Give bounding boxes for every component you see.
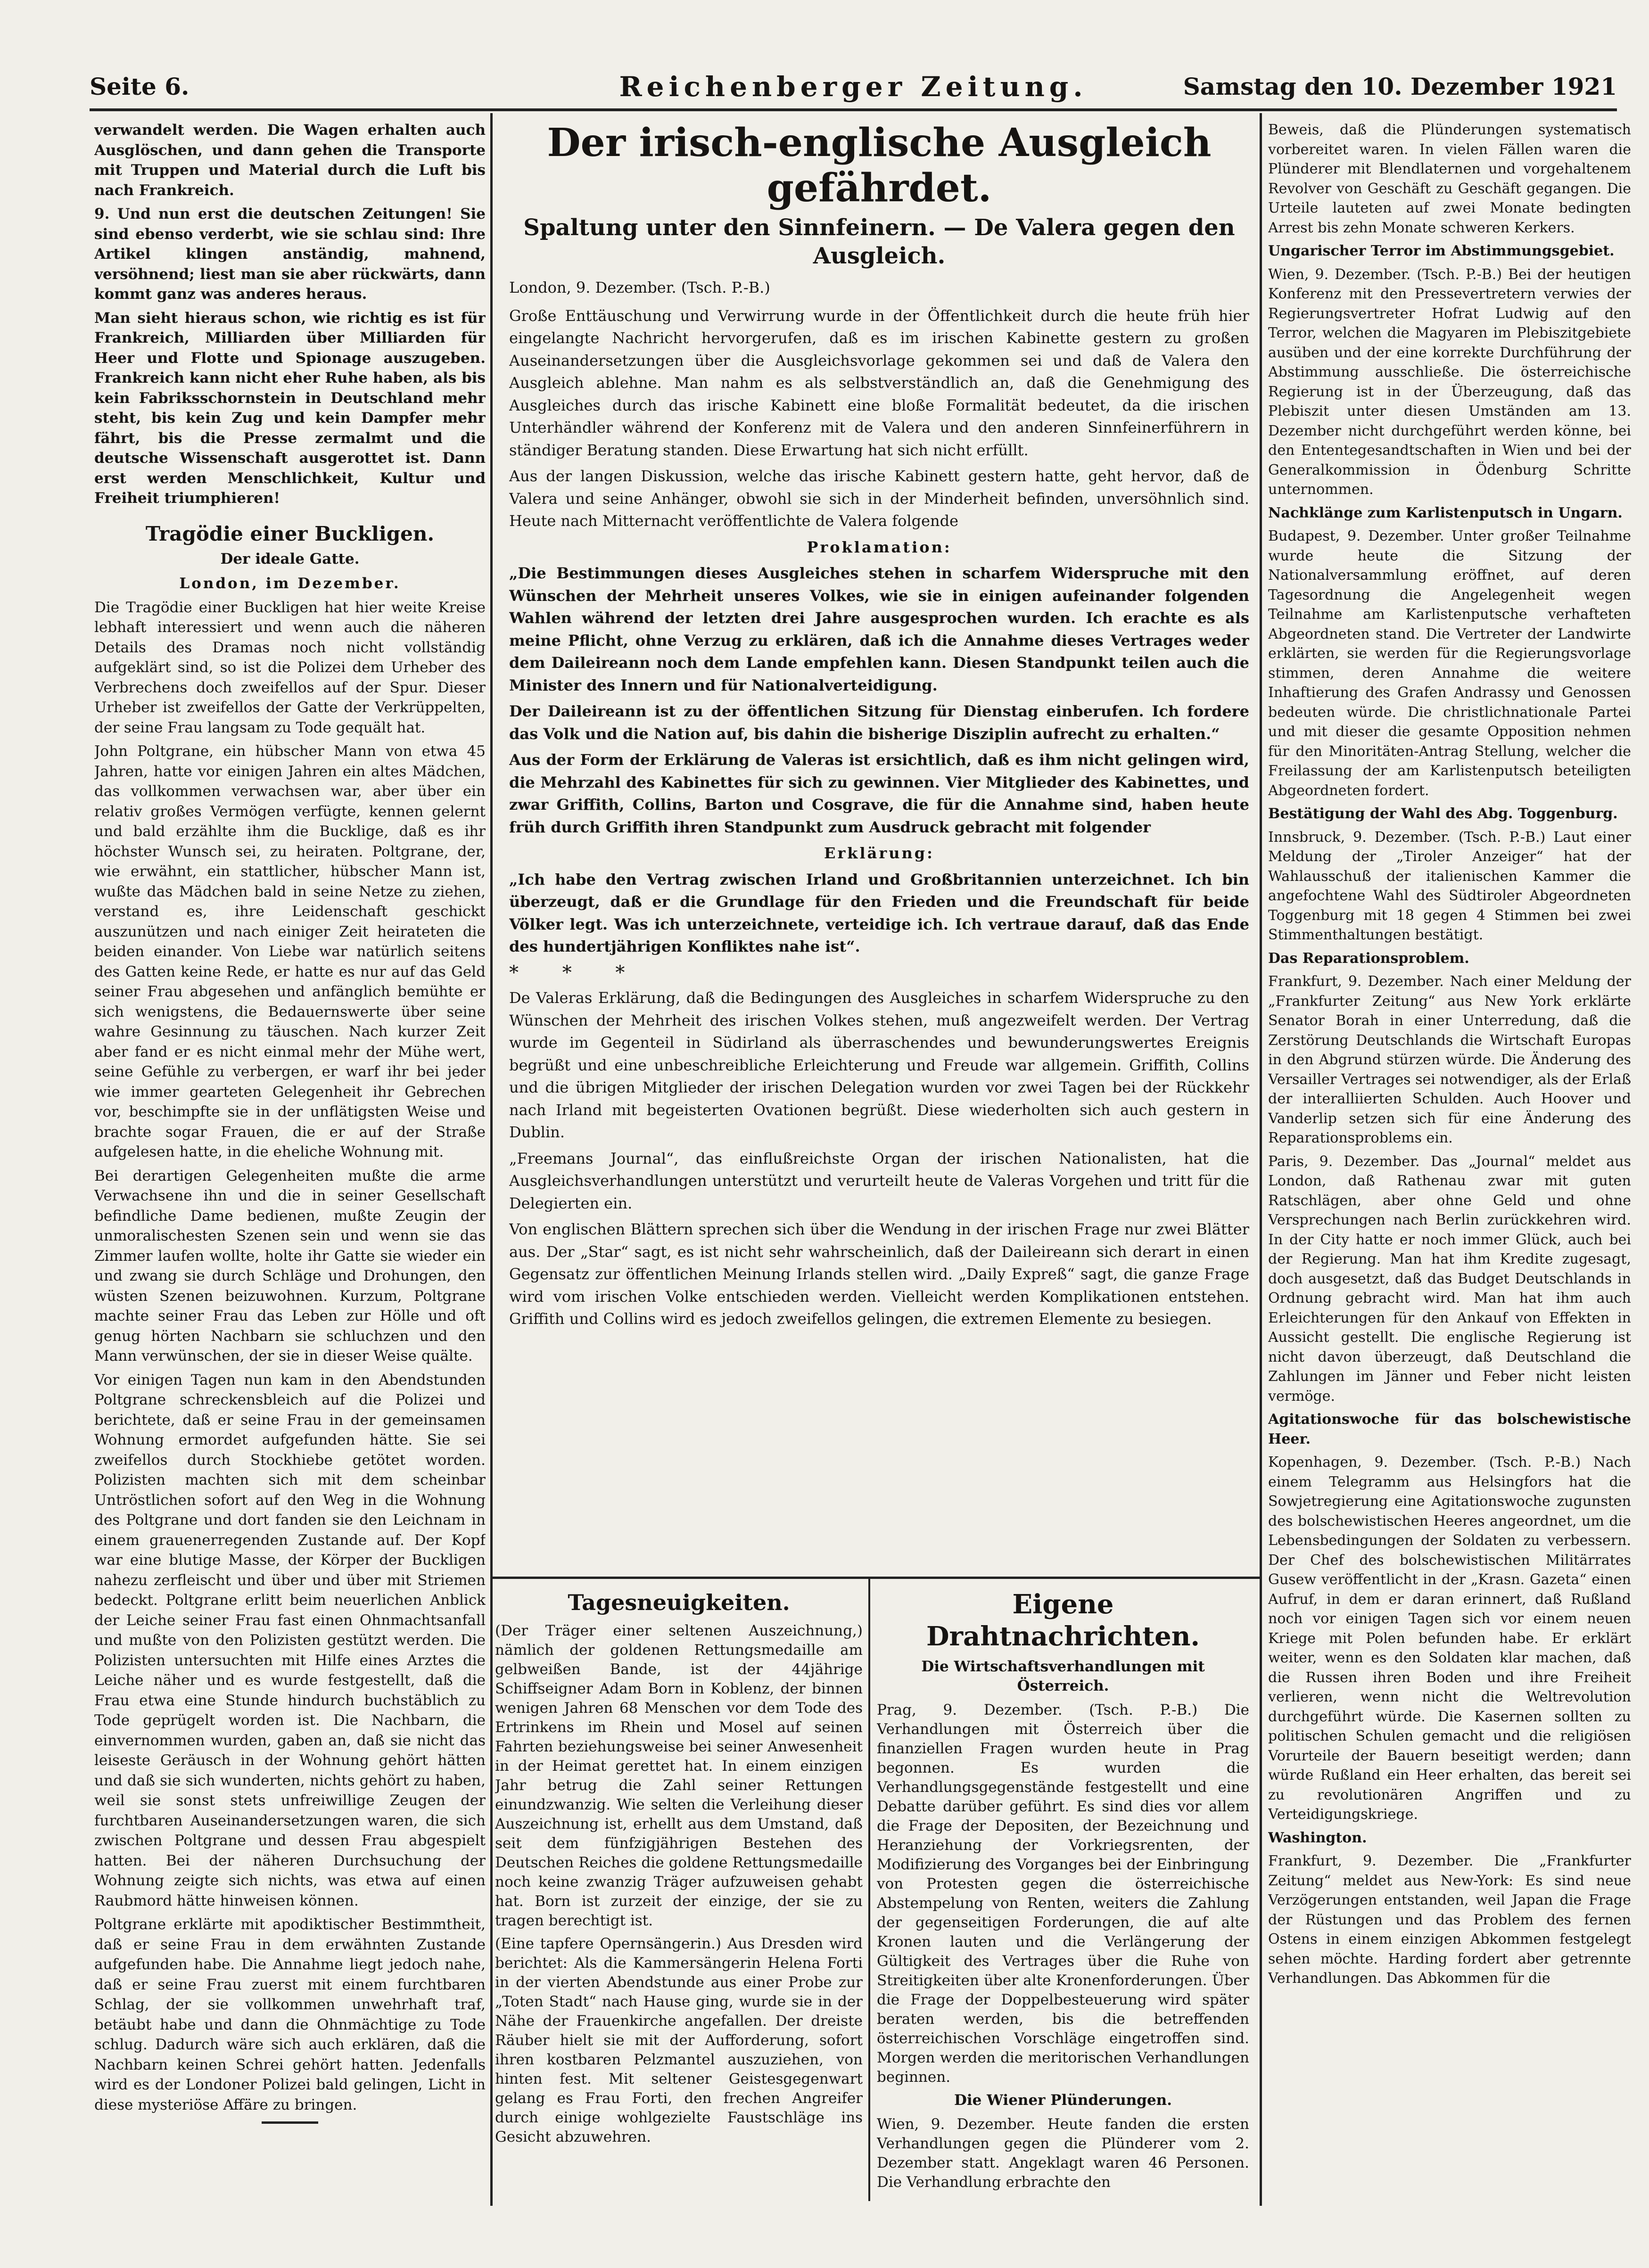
article-text: Paris, 9. Dezember. Das „Journal“ meldet aus London, daß Rathenau zwar mit guten Ratschlägen, aber ohne Geld und ohne Versprechungen nach Berlin zurückkehren wird. In der City hatte er noch immer Glück, auch bei der Regierung. Man hat ihm Kredite zugesagt, doch ausgesetzt, daß das Budget Deutschlands in Ordnung gebracht wird. Man hat ihm auch Erleichterungen für den Ankauf von Effekten in Aussicht gestellt. Die englische Regierung ist nicht davon überzeugt, daß Deutschland die Zahlungen im Jänner und Feber nicht leisten vermöge. [1268, 1153, 1631, 1405]
dateline: London, 9. Dezember. (Tsch. P.-B.) [509, 279, 770, 296]
section-headline: Eigene Drahtnachrichten. [926, 1589, 1200, 1652]
section-headline: Tagesneuigkeiten. [568, 1590, 790, 1615]
article-text: „Die Bestimmungen dieses Ausgleiches stehen in scharfem Widerspruche mit den Wünschen der Mehrheit unseres Volkes, wie sie in einigen aufeinander folgenden Wahlen während der letzten drei Jahre ausgesprochen wurden. Ich erachte es als meine Pflicht, ohne Verzug zu erklären, daß ich die Annahme dieses Vertrages weder dem Daileireann noch dem Lande empfehlen kann. Diesen Standpunkt teilen auch die Minister des Innern und für Nationalverteidigung. [509, 564, 1249, 694]
article-text: „Freemans Journal“, das einflußreichste Organ der irischen Nationalisten, hat die Ausgleichsverhandlungen unterstützt und verurteilt heute de Valeras Vorgehen und tritt für die Delegierten ein. [509, 1149, 1249, 1212]
dateline: London, im Dezember. [179, 575, 401, 592]
article-text: verwandelt werden. Die Wagen erhalten auch Ausglöschen, und dann gehen die Transporte mit Truppen und Material durch die Luft bis nach Frankreich. [94, 122, 486, 199]
article-text: Frankfurt, 9. Dezember. Nach einer Meldung der „Frankfurter Zeitung“ aus New York erklärte Senator Borah in einer Unterredung, daß die Zerstörung Deutschlands die Wirtschaft Europas in den Abgrund stürzen würde. Die Änderung des Versailler Vertrages sei notwendiger, als der Erlaß der interalliierten Schulden. Auch Hoover und Vanderlip setzen sich für eine Änderung des Reparationsproblems ein. [1268, 973, 1631, 1146]
article-text: Beweis, daß die Plünderungen systematisch vorbereitet waren. In vielen Fällen waren die Plünderer mit Blendlaternen und vorgehaltenem Revolver von Geschäft zu Geschäft gegangen. Die Urteile lauteten auf zwei Monate bedingten Arrest bis zehn Monate schweren Kerkers. [1268, 122, 1631, 236]
article-subheadline: Ungarischer Terror im Abstimmungsgebiet. [1268, 243, 1615, 259]
article-text: (Der Träger einer seltenen Auszeichnung,) nämlich der goldenen Rettungsmedaille am gelbweißen Bande, ist der 44jährige Schiffseigner Adam Born in Koblenz, der binnen wenigen Jahren 68 Menschen vor dem Tode des Ertrinkens im Rhein und Mosel auf seinen Fahrten beziehungsweise bei seiner Anwesenheit in der Heimat gerettet hat. In einem einzigen Jahr betrug die Zahl seiner Rettungen einundzwanzig. Wie selten die Verleihung dieser Auszeichnung ist, erhellt aus dem Umstand, daß seit dem fünfzigjährigen Bestehen des Deutschen Reiches die goldene Rettungsmedaille noch keine zwanzig Träger aufzuweisen gehabt hat. Born ist zurzeit der einzige, der sie zu tragen berechtigt ist. [495, 1622, 863, 1929]
end-rule [262, 2121, 318, 2124]
article-text: „Ich habe den Vertrag zwischen Irland und Großbritannien unterzeichnet. Ich bin überzeugt, daß er die Grundlage für den Frieden und die Freundschaft für beide Völker legt. Was ich unterzeichnete, verteidige ich. Ich vertraue darauf, daß das Ende des hundertjährigen Konfliktes nahe ist“. [509, 870, 1249, 955]
article-subheadline: Nachklänge zum Karlistenputsch in Ungarn. [1268, 504, 1623, 521]
article-text: Der Daileireann ist zu der öffentlichen Sitzung für Dienstag einberufen. Ich fordere das Volk und die Nation auf, bis dahin die bisherige Disziplin aufrecht zu erhalten.“ [509, 702, 1249, 743]
article-text: Aus der Form der Erklärung de Valeras ist ersichtlich, daß es ihm nicht gelingen wird, die Mehrzahl des Kabinettes für sich zu gewinnen. Vier Mitglieder des Kabinettes, und zwar Griffith, Collins, Barton und Cosgrave, die für die Annahme sind, haben heute früh durch Griffith ihren Standpunkt zum Ausdruck gebracht mit folgender [509, 751, 1249, 836]
right-column [1268, 120, 1631, 2203]
issue-date: Samstag den 10. Dezember 1921 [1183, 73, 1617, 100]
main-article-bottom-rule [490, 1577, 1261, 1579]
article-subheadline: Die Wiener Plünderungen. [954, 2092, 1172, 2109]
article-subheadline: Agitationswoche für das bolschewistische Heer. [1268, 1411, 1631, 1447]
article-text: Kopenhagen, 9. Dezember. (Tsch. P.-B.) Nach einem Telegramm aus Helsingfors hat die Sowjetregierung eine Agitationswoche zugunsten des bolschewistischen Heeres angeordnet, um die Lebensbedingungen der Soldaten zu verbessern. Der Chef des bolschewistischen Militärrates Gusew veröffentlicht in der „Krasn. Gazeta“ einen Aufruf, in dem er daran erinnert, daß Rußland noch vor einigen Tagen sich vor einem neuen Kriege mit Polen befunden habe. Er erklärt weiter, wenn es den Soldaten klar machen, daß die Russen ihren Boden und ihre Freiheit verlieren, wenn nicht die Weltrevolution durchgeführt würde. Die Kasernen sollten zu politischen Schulen gemacht und die religiösen Vorurteile der Bauern beseitigt werden; dann würde Rußland ein Heer erhalten, das bereit sei zu revolutionären Angriffen und zu Verteidigungskriege. [1268, 1454, 1631, 1823]
section-separator: * * * [509, 961, 644, 984]
article-text: Die Tragödie einer Buckligen hat hier weite Kreise lebhaft interessiert und wenn auch die näheren Details des Dramas noch nicht vollständig aufgeklärt sind, so ist die Polizei dem Urheber des Verbrechens doch zweifellos auf der Spur. Dieser Urheber ist zweifellos der Gatte der Verkrüppelten, der seine Frau langsam zu Tode gequält hat. [94, 599, 486, 736]
article-text: Große Enttäuschung und Verwirrung wurde in der Öffentlichkeit durch die heute früh hier eingelangte Nachricht hervorgerufen, daß es im irischen Kabinette gestern zu großen Auseinandersetzungen über die Ausgleichsvorlage gekommen sei und daß de Valera den Ausgleich ablehne. Man nahm es als selbstverständlich an, daß die Genehmigung des Ausgleiches durch das irische Kabinett eine bloße Formalität bedeutet, da die irischen Unterhändler während der Konferenz mit de Valera und den anderen Sinnfeinerführern in ständiger Beratung standen. Diese Erwartung hat sich nicht erfüllt. [509, 306, 1249, 459]
article-subheadline: Das Reparationsproblem. [1268, 950, 1469, 967]
article-text: Aus der langen Diskussion, welche das irische Kabinett gestern hatte, geht hervor, daß de Valera und seine Anhänger, obwohl sie sich in der Minderheit befinden, unversöhnlich sind. Heute nach Mitternacht veröffentlichte de Valera folgende [509, 467, 1249, 530]
article-text: De Valeras Erklärung, daß die Bedingungen des Ausgleiches in scharfem Widerspruche zu den Wünschen der Mehrheit des irischen Volkes stehen, muß angezweifelt werden. Der Vertrag wurde im Gegenteil in Südirland als überraschendes und bewunderungswertes Ereignis begrüßt und eine unbeschreibliche Erleichterung und Freude war allgemein. Griffith, Collins und die übrigen Mitglieder der irischen Delegation wurden vor zwei Tagen bei der Rückkehr nach Irland mit begeisterten Ovationen begrüßt. Diese wiederholten sich auch gestern in Dublin. [509, 989, 1249, 1141]
page-number: Seite 6. [90, 73, 190, 100]
article-subheadline: Die Wirtschaftsverhandlungen mit Österreich. [921, 1658, 1205, 1694]
main-headline: Der irisch-englische Ausgleich gefährdet. [547, 120, 1212, 211]
article-subheadline: Washington. [1268, 1829, 1367, 1846]
page-header [90, 71, 1617, 111]
tagesneuigkeiten-column [495, 1588, 863, 2201]
article-text: Bei derartigen Gelegenheiten mußte die arme Verwachsene ihn und die in seiner Gesellschaft befindliche Dame bedienen, mußte Zeugin der unmoralischesten Szenen sein und wenn sie das Zimmer laufen wollte, holte ihr Gatte sie wieder ein und zwang sie durch Schläge und Drohungen, den wüsten Szenen beizuwohnen. Kurzum, Poltgrane machte seiner Frau das Leben zur Hölle und oft genug hörten Nachbarn sie schluchzen und den Mann verwünschen, der sie in dieser Weise quälte. [94, 1167, 486, 1364]
article-text: Man sieht hieraus schon, wie richtig es ist für Frankreich, Milliarden über Milliarden für Heer und Flotte und Spionage auszugeben. Frankreich kann nicht eher Ruhe haben, als bis kein Fabriksschornstein in Deutschland mehr steht, bis kein Zug und kein Dampfer mehr fährt, bis die Presse zermalmt und die deutsche Wissenschaft ausgerottet ist. Dann erst werden Menschlichkeit, Kultur und Freiheit triumphieren! [94, 309, 486, 507]
article-text: John Poltgrane, ein hübscher Mann von etwa 45 Jahren, hatte vor einigen Jahren ein altes Mädchen, das vollkommen verwachsen war, aber über ein relativ großes Vermögen verfügte, kennen gelernt und bald erzählte ihm die Bucklige, daß es ihr höchster Wunsch sei, zu heiraten. Poltgrane, der, wie erwähnt, ein stattlicher, hübscher Mann ist, wußte das Mädchen bald in seine Netze zu ziehen, verstand es, ihre Leidenschaft geschickt auszunützen und nach einiger Zeit heirateten die beiden einander. Von Liebe war natürlich seitens des Gatten keine Rede, er hatte es nur auf das Geld seiner Frau abgesehen und anfänglich bemühte er sich wenigstens, die Bedauernswerte über seine wahre Gesinnung zu täuschen. Nach kurzer Zeit aber fand er es nicht einmal mehr der Mühe wert, seine Gefühle zu verbergen, er warf ihr bei jeder wie immer gearteten Gelegenheit ihr Gebrechen vor, beschimpfte sie in der unflätigsten Weise und brachte sogar Frauen, die er auf der Straße aufgelesen hatte, in die eheliche Wohnung mit. [94, 743, 486, 1160]
article-subheadline: Der ideale Gatte. [220, 550, 360, 567]
column-rule-left [490, 113, 493, 2206]
article-headline: Tragödie einer Buckligen. [145, 522, 435, 545]
article-text: Wien, 9. Dezember. Heute fanden die ersten Verhandlungen gegen die Plünderer vom 2. Dezember statt. Angeklagt waren 46 Personen. Die Verhandlung erbrachte den [877, 2116, 1249, 2191]
article-subheadline: Bestätigung der Wahl des Abg. Toggenburg. [1268, 805, 1618, 822]
section-label: Erklärung: [824, 844, 934, 862]
article-text: Vor einigen Tagen nun kam in den Abendstunden Poltgrane schreckensbleich auf die Polizei und berichtete, daß er seine Frau in der gemeinsamen Wohnung ermordet aufgefunden hätte. Sie sei zweifellos durch Stockhiebe getötet worden. Polizisten machten sich mit dem scheinbar Untröstlichen sofort auf den Weg in die Wohnung des Poltgrane und dort fanden sie den Leichnam in einem grauenerregenden Zustande auf. Der Kopf war eine blutige Masse, der Körper der Buckligen nahezu zerfleischt und über und über mit Striemen bedeckt. Poltgrane erlitt beim neuerlichen Anblick der Leiche seiner Frau fast einen Ohnmachtsanfall und mußte von den Polizisten gestützt werden. Die Polizisten untersuchten mit Hilfe eines Arztes die Leiche näher und es wurde festgestellt, daß die Frau etwa eine Stunde hindurch buchstäblich zu Tode geprügelt worden ist. Die Nachbarn, die einvernommen wurden, gaben an, daß sie nicht das leiseste Geräusch in der Wohnung gehört hätten und daß sie sich wunderten, nichts gehört zu haben, weil sie sonst stets unfreiwillige Zeugen der furchtbaren Auseinandersetzungen waren, die sich zwischen Poltgrane und dessen Frau abgespielt hatten. Bei der näheren Durchsuchung der Wohnung zeigte sich nichts, was etwa auf einen Raubmord hätte hinweisen können. [94, 1371, 486, 1909]
article-text: (Eine tapfere Opernsängerin.) Aus Dresden wird berichtet: Als die Kammersängerin Helena Forti in der vierten Abendstunde aus einer Probe zur „Toten Stadt“ nach Hause ging, wurde sie in der Nähe der Frauenkirche angefallen. Der dreiste Räuber hielt sie mit der Aufforderung, sofort ihren kostbaren Pelzmantel auszuziehen, von hinten fest. Mit seltener Geistesgegenwart gelang es Frau Forti, den frechen Angreifer durch einige wohlgezielte Faustschläge ins Gesicht abzuwehren. [495, 1935, 863, 2145]
main-article [509, 120, 1249, 1567]
article-text: Prag, 9. Dezember. (Tsch. P.-B.) Die Verhandlungen mit Österreich über die finanziellen Fragen wurden heute in Prag begonnen. Es wurden die Verhandlungsgegenstände festgestellt und eine Debatte darüber geführt. Es sind dies vor allem die Frage der Depositen, der Bezeichnung und Heranziehung der Vorkriegsrenten, der Modifizierung des Vorganges bei der Einbringung von Protesten gegen die österreichische Abstempelung von Renten, weiters die Zahlung der gegenseitigen Forderungen, die auf alte Kronen lauten und die Verlängerung der Gültigkeit des Vertrages über die Ruhe von Streitigkeiten über alte Kronenforderungen. Über die Frage der Doppelbesteuerung wird später beraten werden, bis die betreffenden österreichischen Vorschläge eingetroffen sind. Morgen werden die meritorischen Verhandlungen beginnen. [877, 1701, 1249, 2086]
article-text: 9. Und nun erst die deutschen Zeitungen! Sie sind ebenso verderbt, wie sie schlau sind: Ihre Artikel klingen anständig, mahnend, versöhnend; liest man sie aber rückwärts, dann kommt ganz was anderes heraus. [94, 205, 486, 303]
left-column [94, 120, 486, 2203]
column-rule-right [1260, 113, 1262, 2206]
article-text: Wien, 9. Dezember. (Tsch. P.-B.) Bei der heutigen Konferenz mit den Pressevertretern verwies der Regierungsvertreter Hofrat Ludwig auf den Terror, welchen die Magyaren im Plebiszitgebiete ausüben und der eine korrekte Durchführung der Abstimmung ausschließe. Die österreichische Regierung ist in der Überzeugung, daß das Plebiszit unter diesen Umständen am 13. Dezember nicht durchgeführt werden könne, bei den Ententegesandtschaften in Wien und bei der Generalkommission in Ödenburg Schritte unternommen. [1268, 266, 1631, 498]
section-label: Proklamation: [807, 538, 952, 556]
column-rule-bottom-middle [868, 1579, 870, 2201]
main-subheadline: Spaltung unter den Sinnfeinern. — De Valera gegen den Ausgleich. [523, 214, 1235, 269]
article-text: Poltgrane erklärte mit apodiktischer Bestimmtheit, daß er seine Frau in dem erwähnten Zustande aufgefunden habe. Die Annahme liegt jedoch nahe, daß er seine Frau zuerst mit einem furchtbaren Schlag, der sie vollkommen unwehrhaft traf, betäubt habe und dann die Ohnmächtige zu Tode schlug. Dadurch wäre sich auch erklären, daß die Nachbarn keinen Schrei gehört hatten. Jedenfalls wird es der Londoner Polizei bald gelingen, Licht in diese mysteriöse Affäre zu bringen. [94, 1916, 486, 2113]
article-text: Frankfurt, 9. Dezember. Die „Frankfurter Zeitung“ meldet aus New-York: Es sind neue Verzögerungen entstanden, weil Japan die Frage der Rüstungen und das Problem des fernen Ostens in einem einzigen Abkommen festgelegt sehen möchte. Harding fordert aber getrennte Verhandlungen. Das Abkommen für die [1268, 1853, 1631, 1987]
newspaper-title: Reichenberger Zeitung. [619, 71, 1088, 103]
drahtnachrichten-column [877, 1588, 1249, 2201]
article-text: Von englischen Blättern sprechen sich über die Wendung in der irischen Frage nur zwei Blätter aus. Der „Star“ sagt, es ist nicht sehr wahrscheinlich, daß der Daileireann sich derart in einen Gegensatz zur öffentlichen Meinung Irlands stellen wird. „Daily Expreß“ sagt, die ganze Frage wird vom irischen Volke entschieden werden. Vielleicht werden Komplikationen entstehen. Griffith und Collins wird es jedoch zweifellos gelingen, die extremen Elemente zu besiegen. [509, 1220, 1249, 1328]
article-text: Innsbruck, 9. Dezember. (Tsch. P.-B.) Laut einer Meldung der „Tiroler Anzeiger“ hat der Wahlausschuß der italienischen Kammer die angefochtene Wahl des Südtiroler Abgeordneten Toggenburg mit 18 gegen 4 Stimmen bei zwei Stimmenthaltungen bestätigt. [1268, 829, 1631, 943]
article-text: Budapest, 9. Dezember. Unter großer Teilnahme wurde heute die Sitzung der Nationalversammlung eröffnet, auf deren Tagesordnung die Angelegenheit wegen Teilnahme am Karlistenputsche verhafteten Abgeordneten stand. Die Vertreter der Landwirte erklärten, sie werden für die Regierungsvorlage stimmen, deren Annahme die weitere Inhaftierung des Grafen Andrassy und Genossen bedeuten würde. Die christlichnationale Partei und mit dieser die gesamte Opposition nehmen für den Minoritäten-Antrag Stellung, welcher die Freilassung der am Karlistenputsch beteiligten Abgeordneten fordert. [1268, 528, 1631, 799]
